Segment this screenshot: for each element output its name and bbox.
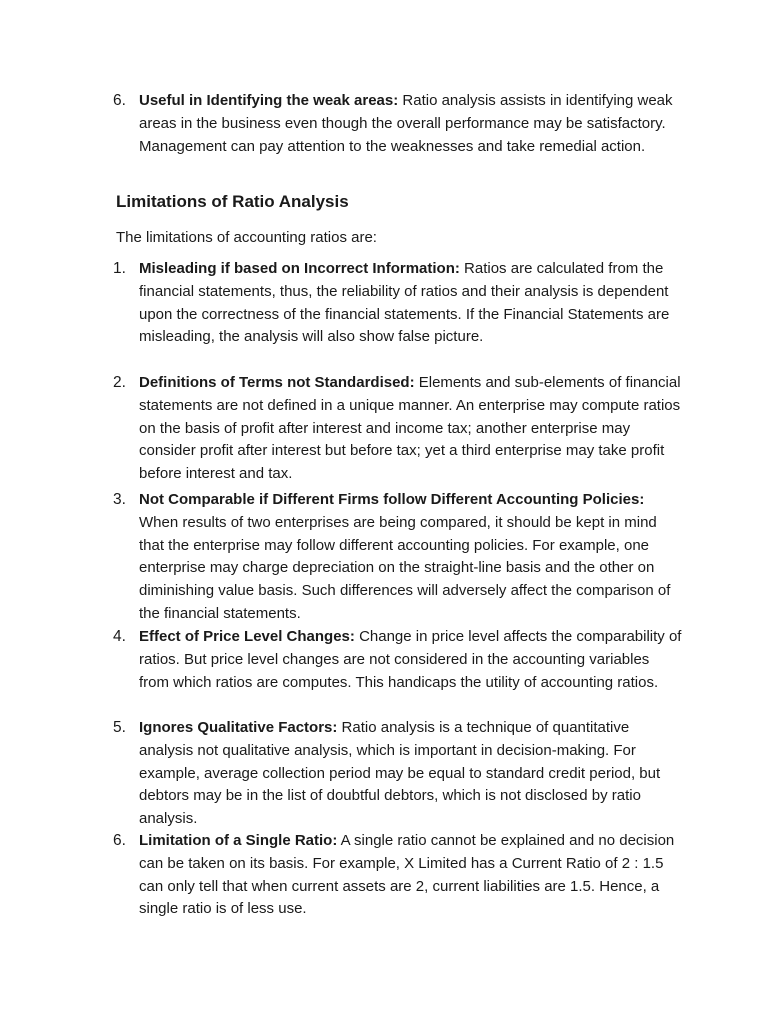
list-item-title: Limitation of a Single Ratio: — [139, 832, 338, 849]
list-item-title: Misleading if based on Incorrect Information: — [139, 260, 460, 277]
limitation-item-4 — [113, 626, 683, 694]
list-item-title: Definitions of Terms not Standardised: — [139, 374, 415, 391]
list-number: 6. — [113, 832, 126, 849]
list-item-body — [139, 626, 683, 694]
list-number: 4. — [113, 628, 126, 645]
list-item-body — [139, 258, 683, 349]
list-item-text: When results of two enterprises are being compared, it should be kept in mind that the enterprise may follow different accounting policies. For example, one enterprise may charge depreciation on the straight-line basis and the other on diminishing value basis. Such differences will adversely affect the comparison of the financial statements. — [139, 513, 671, 622]
limitation-item-2 — [113, 372, 683, 486]
list-number: 1. — [113, 260, 126, 277]
list-number: 2. — [113, 374, 126, 391]
section-intro: The limitations of accounting ratios are: — [116, 229, 377, 246]
list-item-body — [139, 717, 683, 831]
list-item-body — [139, 372, 683, 486]
list-item-text: Ratios are calculated from the financial statements, thus, the reliability of ratios and their analysis is dependent upon the correctness of the financial statements. If the Financial Statements are misleading, the analysis will also show false picture. — [139, 260, 670, 346]
list-item-text: Change in price level affects the comparability of ratios. But price level changes are not considered in the accounting variables from which ratios are computes. This handicaps the utility of accounting ratios. — [139, 628, 682, 691]
list-item-useful-weak-areas — [113, 90, 683, 158]
list-item-title: Effect of Price Level Changes: — [139, 628, 355, 645]
list-item-title: Ignores Qualitative Factors: — [139, 719, 338, 736]
list-item-body — [139, 830, 683, 921]
limitation-item-5 — [113, 717, 683, 831]
limitation-item-6 — [113, 830, 683, 921]
list-item-text: A single ratio cannot be explained and no decision can be taken on its basis. For example, X Limited has a Current Ratio of 2 : 1.5 can only tell that when current assets are 2, current liabilities are 1.5. Hence, a single ratio is of less use. — [139, 832, 675, 918]
section-heading: Limitations of Ratio Analysis — [116, 192, 349, 211]
list-number: 3. — [113, 491, 126, 508]
list-number: 5. — [113, 719, 126, 736]
list-item-body — [139, 90, 683, 158]
list-number: 6. — [113, 92, 126, 109]
list-item-text: Ratio analysis is a technique of quantitative analysis not qualitative analysis, which is important in decision-making. For example, average collection period may be equal to standard credit period, but debtors may be in the list of doubtful debtors, which is not disclosed by ratio analysis. — [139, 719, 661, 828]
limitation-item-3 — [113, 489, 683, 626]
list-item-text: Elements and sub-elements of financial statements are not defined in a unique manner. An enterprise may compute ratios on the basis of profit after interest and income tax; another enterprise may consider profit after interest but before tax; yet a third enterprise may take profit before interest and tax. — [139, 374, 681, 483]
list-item-title: Not Comparable if Different Firms follow Different Accounting Policies: — [139, 491, 645, 508]
list-item-title: Useful in Identifying the weak areas: — [139, 92, 399, 109]
limitation-item-1 — [113, 258, 683, 349]
list-item-body — [139, 489, 683, 626]
list-item-text: Ratio analysis assists in identifying weak areas in the business even though the overall performance may be satisfactory. Management can pay attention to the weaknesses and take remedial action. — [139, 92, 673, 155]
